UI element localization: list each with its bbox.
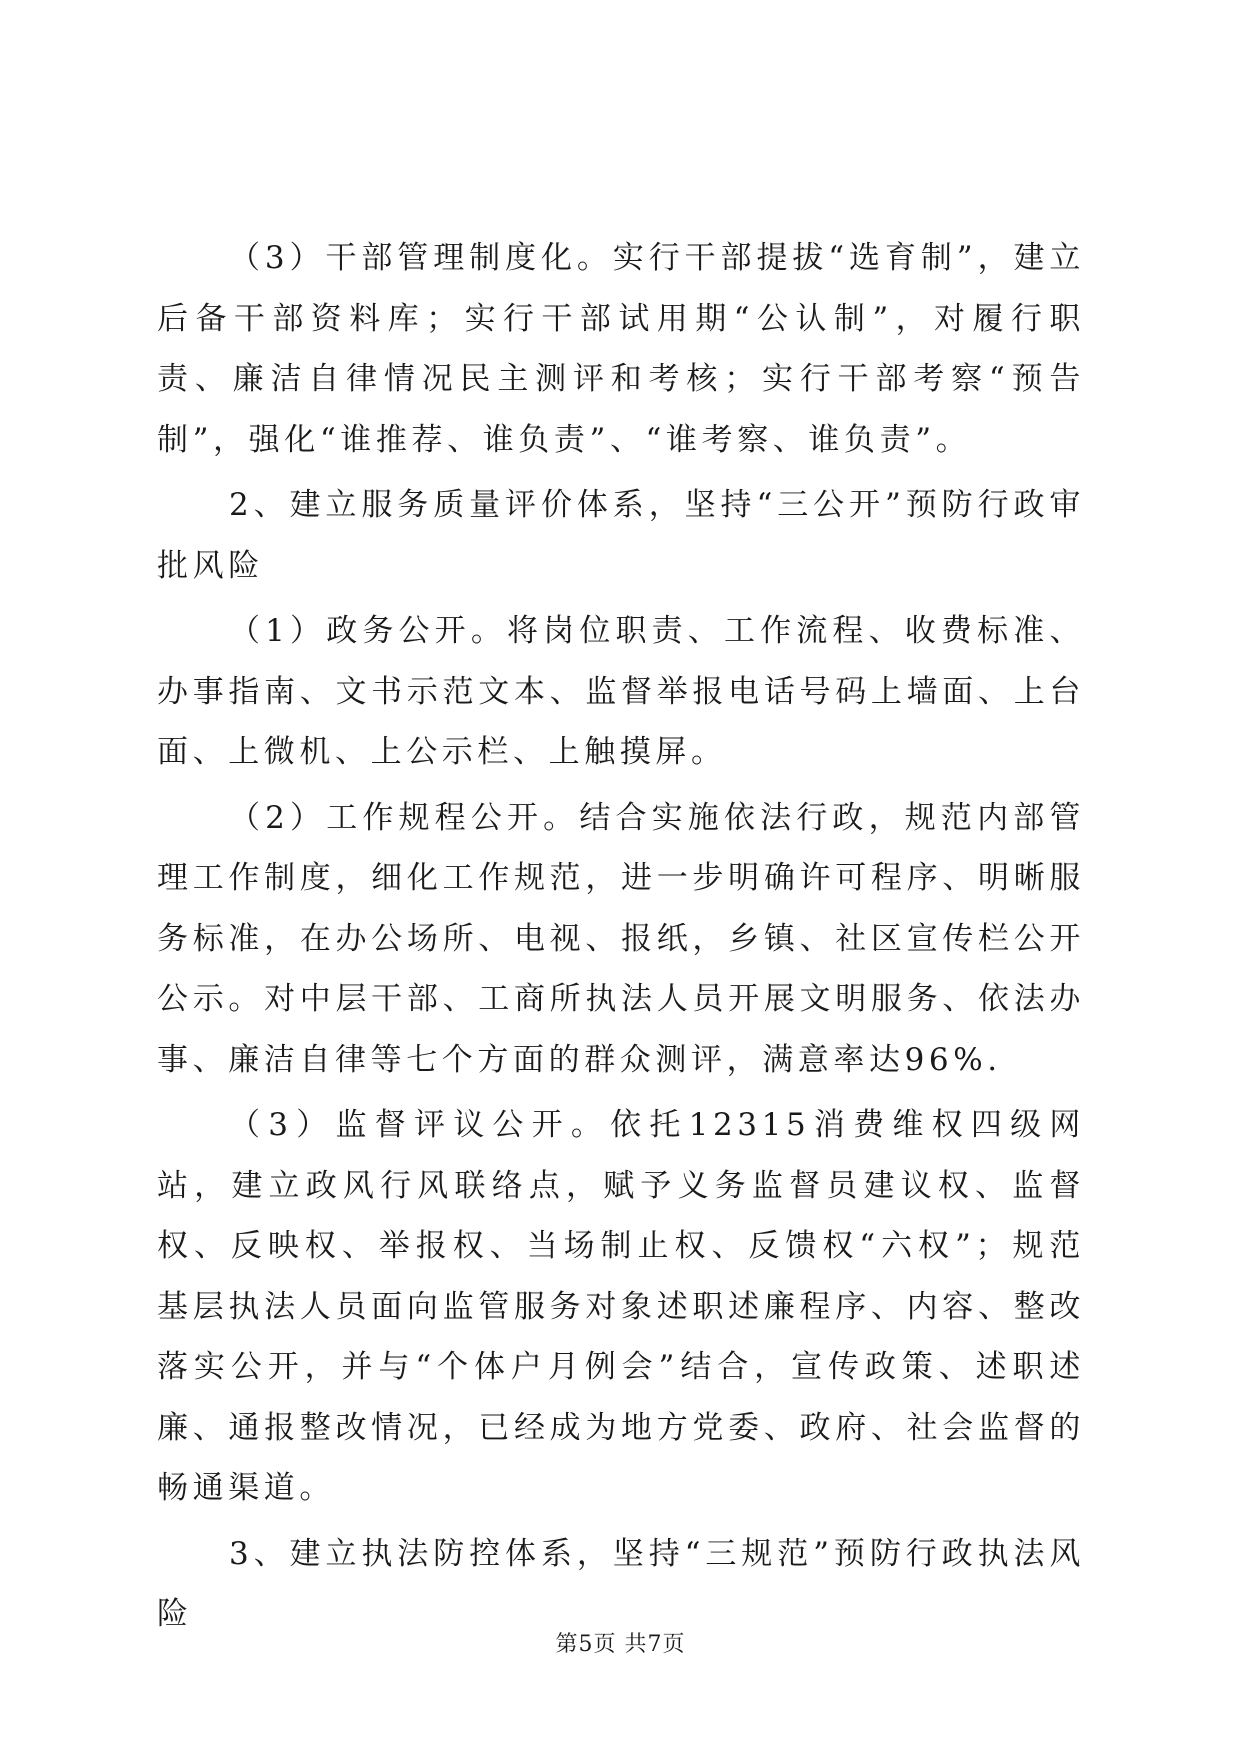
paragraph-supervision-open: （3）监督评议公开。依托12315消费维权四级网站，建立政风行风联络点，赋予义务监督员建议权、监督权、反映权、举报权、当场制止权、反馈权“六权”；规范基层执法人员面向监管服务对象述职述廉程序、内容、整改落实公开，并与“个体户月例会”结合，宣传政策、述职述廉、通报整改情况，已经成为地方党委、政府、社会监督的畅通渠道。 (157, 1107, 1085, 1506)
page-number-footer: 第5页 共7页 (555, 1632, 686, 1657)
section-heading-service-quality: 2、建立服务质量评价体系，坚持“三公开”预防行政审批风险 (157, 487, 1085, 584)
paragraph-cadre-management: （3）干部管理制度化。实行干部提拔“选育制”，建立后备干部资料库；实行干部试用期“公认制”，对履行职责、廉洁自律情况民主测评和考核；实行干部考察“预告制”，强化“谁推荐、谁负责”、“谁考察、谁负责”。 (157, 240, 1085, 458)
paragraph-work-procedures-open: （2）工作规程公开。结合实施依法行政，规范内部管理工作制度，细化工作规范，进一步明确许可程序、明晰服务标准，在办公场所、电视、报纸，乡镇、社区宣传栏公开公示。对中层干部、工商所执法人员开展文明服务、依法办事、廉洁自律等七个方面的群众测评，满意率达96%. (157, 799, 1085, 1078)
document-body (157, 228, 1085, 1650)
section-heading-law-enforcement: 3、建立执法防控体系，坚持“三规范”预防行政执法风险 (157, 1535, 1085, 1632)
paragraph-government-affairs-open: （1）政务公开。将岗位职责、工作流程、收费标准、办事指南、文书示范文本、监督举报电话号码上墙面、上台面、上微机、上公示栏、上触摸屏。 (157, 613, 1085, 770)
